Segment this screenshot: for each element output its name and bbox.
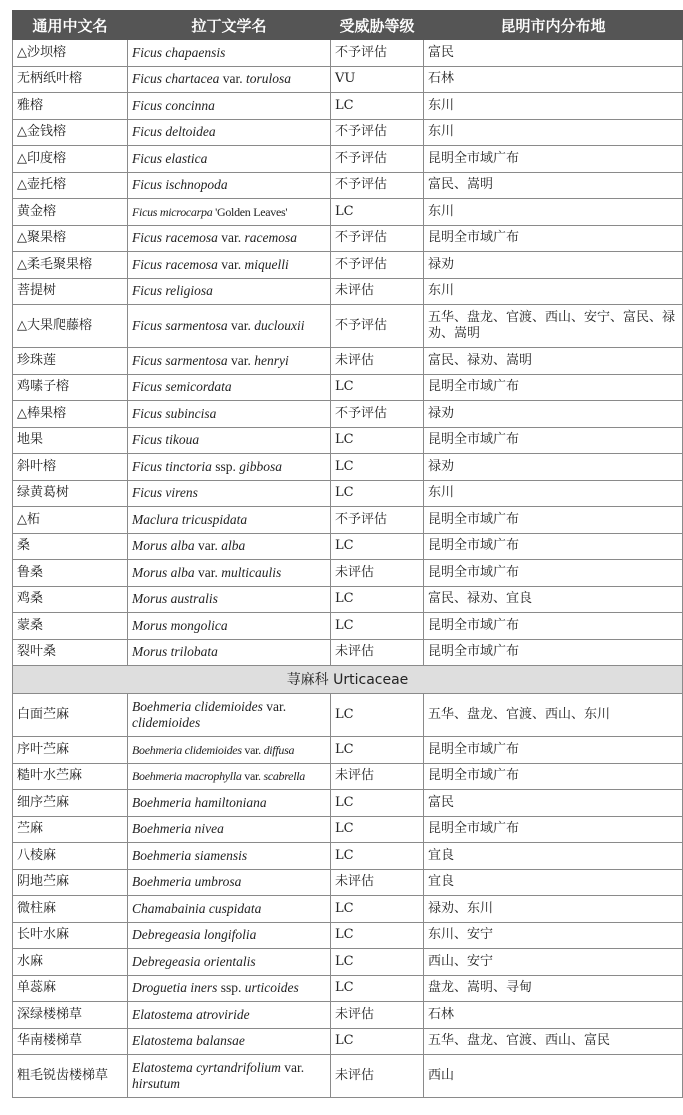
latin-plain-segment: var. [217,256,245,272]
latin-italic-segment: Elatostema atroviride [132,1006,250,1022]
family-label: 荨麻科 Urticaceae [13,666,683,694]
table-row [13,896,683,923]
cell-distribution: 五华、盘龙、官渡、西山、东川 [424,694,683,737]
species-table [12,10,683,1098]
cell-distribution: 西山 [424,1055,683,1098]
latin-italic-segment: Ficus ischnopoda [132,177,228,193]
latin-italic-segment: henryi [254,352,289,368]
cell-common-name: 糙叶水苎麻 [13,763,128,790]
cell-distribution: 昆明全市域广布 [424,225,683,252]
cell-latin-name [128,401,331,428]
cell-common-name: 裂叶桑 [13,639,128,666]
cell-distribution: 富民、嵩明 [424,172,683,199]
cell-threat-level: LC [331,843,424,870]
latin-italic-segment: Ficus sarmentosa [132,318,228,333]
cell-distribution: 石林 [424,1002,683,1029]
family-section [13,666,683,694]
latin-plain-segment: 'Golden Leaves' [212,204,288,219]
cell-common-name: 地果 [13,427,128,454]
latin-italic-segment: Ficus racemosa [132,256,218,272]
table-row [13,401,683,428]
cell-distribution: 昆明全市域广布 [424,816,683,843]
latin-italic-segment: torulosa [245,71,291,87]
latin-plain-segment: var. [227,352,255,368]
table-row [13,172,683,199]
cell-common-name: △印度榕 [13,146,128,173]
table-row [13,949,683,976]
table-row [13,454,683,481]
latin-italic-segment: Morus alba [132,564,195,580]
cell-latin-name [128,1028,331,1055]
latin-italic-segment: Morus trilobata [132,644,218,660]
cell-latin-name [128,225,331,252]
cell-common-name: 斜叶榕 [13,454,128,481]
cell-distribution: 富民 [424,40,683,67]
cell-common-name: 水麻 [13,949,128,976]
cell-threat-level: 未评估 [331,1002,424,1029]
cell-threat-level: VU [331,66,424,93]
cell-common-name: 白面苎麻 [13,694,128,737]
cell-common-name: △壶托榕 [13,172,128,199]
cell-common-name: 绿黄葛树 [13,480,128,507]
cell-distribution: 东川 [424,199,683,226]
latin-italic-segment: Ficus subincisa [132,405,217,421]
latin-italic-segment: Morus australis [132,591,218,607]
cell-common-name: 华南楼梯草 [13,1028,128,1055]
cell-threat-level: LC [331,199,424,226]
cell-distribution: 东川 [424,93,683,120]
cell-threat-level: LC [331,93,424,120]
latin-italic-segment: Boehmeria umbrosa [132,874,242,890]
latin-italic-segment: Ficus elastica [132,150,208,166]
latin-italic-segment: scabrella [263,769,305,784]
table-row [13,639,683,666]
cell-common-name: △金钱榕 [13,119,128,146]
cell-threat-level: LC [331,816,424,843]
cell-distribution: 富民 [424,790,683,817]
cell-common-name: 无柄纸叶榕 [13,66,128,93]
cell-latin-name [128,278,331,305]
cell-common-name: 单蕊麻 [13,975,128,1002]
table-row [13,1055,683,1098]
cell-latin-name [128,949,331,976]
cell-distribution: 五华、盘龙、官渡、西山、安宁、富民、禄劝、嵩明 [424,305,683,348]
table-row [13,427,683,454]
table-row [13,869,683,896]
cell-latin-name [128,454,331,481]
cell-latin-name [128,869,331,896]
table-row [13,922,683,949]
cell-latin-name [128,843,331,870]
table-row [13,374,683,401]
latin-plain-segment: ssp. [211,458,240,474]
cell-common-name: 鲁桑 [13,560,128,587]
latin-italic-segment: Elatostema balansae [132,1033,245,1049]
cell-distribution: 富民、禄劝、嵩明 [424,348,683,375]
cell-threat-level: 不予评估 [331,401,424,428]
table-row [13,843,683,870]
cell-threat-level: 未评估 [331,348,424,375]
latin-plain-segment: var. [262,699,287,714]
cell-threat-level: LC [331,586,424,613]
cell-common-name: 长叶水麻 [13,922,128,949]
cell-common-name: △柘 [13,507,128,534]
latin-italic-segment: alba [221,538,246,554]
latin-italic-segment: miquelli [244,256,289,272]
latin-italic-segment: Ficus virens [132,485,198,501]
latin-italic-segment: diffusa [263,742,295,757]
cell-distribution: 盘龙、嵩明、寻甸 [424,975,683,1002]
table-row [13,93,683,120]
cell-latin-name [128,816,331,843]
latin-italic-segment: Ficus sarmentosa [132,352,228,368]
family-row [13,666,683,694]
latin-italic-segment: Ficus concinna [132,97,215,113]
table-row [13,737,683,764]
latin-italic-segment: Boehmeria macrophylla [132,769,242,784]
cell-latin-name [128,1002,331,1029]
latin-plain-segment: var. [194,538,222,554]
cell-threat-level: 不予评估 [331,146,424,173]
cell-latin-name [128,40,331,67]
cell-common-name: 序叶苎麻 [13,737,128,764]
latin-italic-segment: Boehmeria hamiltoniana [132,794,267,810]
table-row [13,560,683,587]
cell-distribution: 昆明全市域广布 [424,427,683,454]
cell-common-name: 八棱麻 [13,843,128,870]
cell-threat-level: 未评估 [331,869,424,896]
header-distribution: 昆明市内分布地 [424,11,683,40]
latin-plain-segment: var. [280,1060,305,1075]
latin-italic-segment: Boehmeria nivea [132,821,224,837]
cell-latin-name [128,305,331,348]
cell-distribution: 石林 [424,66,683,93]
cell-latin-name [128,1055,331,1098]
header-threat-level: 受威胁等级 [331,11,424,40]
header-latin-name: 拉丁文学名 [128,11,331,40]
latin-italic-segment: Boehmeria siamensis [132,847,248,863]
table-row [13,816,683,843]
cell-distribution: 东川、安宁 [424,922,683,949]
latin-italic-segment: multicaulis [221,564,282,580]
cell-latin-name [128,790,331,817]
cell-distribution: 昆明全市域广布 [424,374,683,401]
cell-threat-level: 不予评估 [331,119,424,146]
table-row [13,480,683,507]
table-header [13,11,683,40]
cell-threat-level: LC [331,533,424,560]
cell-latin-name [128,507,331,534]
table-row [13,199,683,226]
table-row [13,1028,683,1055]
table-row [13,252,683,279]
cell-common-name: 深绿楼梯草 [13,1002,128,1029]
cell-common-name: 微柱麻 [13,896,128,923]
cell-distribution: 禄劝、东川 [424,896,683,923]
cell-threat-level: 不予评估 [331,252,424,279]
latin-italic-segment: Ficus semicordata [132,379,232,395]
latin-italic-segment: hirsutum [132,1076,181,1091]
cell-threat-level: 未评估 [331,1055,424,1098]
cell-threat-level: LC [331,922,424,949]
cell-common-name: 鸡桑 [13,586,128,613]
table-row [13,146,683,173]
table-row [13,790,683,817]
latin-italic-segment: Ficus racemosa [132,230,218,246]
cell-threat-level: 不予评估 [331,40,424,67]
latin-italic-segment: Morus alba [132,538,195,554]
cell-latin-name [128,146,331,173]
cell-latin-name [128,613,331,640]
latin-italic-segment: Boehmeria clidemioides [132,742,242,757]
table-row [13,40,683,67]
table-row [13,694,683,737]
cell-threat-level: 不予评估 [331,172,424,199]
cell-threat-level: LC [331,1028,424,1055]
cell-threat-level: 未评估 [331,763,424,790]
cell-distribution: 五华、盘龙、官渡、西山、富民 [424,1028,683,1055]
cell-latin-name [128,348,331,375]
cell-latin-name [128,93,331,120]
cell-common-name: 黄金榕 [13,199,128,226]
latin-italic-segment: Ficus chapaensis [132,44,226,60]
table-row [13,533,683,560]
cell-threat-level: LC [331,896,424,923]
cell-threat-level: LC [331,480,424,507]
latin-italic-segment: Ficus religiosa [132,283,213,299]
latin-plain-segment: var. [217,230,245,246]
latin-italic-segment: Ficus chartacea [132,71,220,87]
table-row [13,586,683,613]
cell-latin-name [128,763,331,790]
cell-distribution: 宜良 [424,843,683,870]
cell-threat-level: LC [331,613,424,640]
cell-threat-level: LC [331,949,424,976]
cell-latin-name [128,427,331,454]
cell-latin-name [128,374,331,401]
cell-common-name: △大果爬藤榕 [13,305,128,348]
header-row [13,11,683,40]
cell-common-name: △沙坝榕 [13,40,128,67]
table-body-urticaceae [13,694,683,1098]
latin-italic-segment: Morus mongolica [132,617,228,633]
latin-italic-segment: Debregeasia longifolia [132,927,257,943]
latin-italic-segment: Debregeasia orientalis [132,953,256,969]
cell-distribution: 昆明全市域广布 [424,613,683,640]
cell-threat-level: LC [331,790,424,817]
cell-common-name: 桑 [13,533,128,560]
latin-plain-segment: var. [227,318,255,333]
cell-common-name: △棒果榕 [13,401,128,428]
cell-threat-level: LC [331,454,424,481]
cell-distribution: 东川 [424,480,683,507]
cell-latin-name [128,533,331,560]
latin-italic-segment: gibbosa [239,458,283,474]
table-row [13,613,683,640]
cell-distribution: 禄劝 [424,401,683,428]
table-row [13,763,683,790]
cell-distribution: 昆明全市域广布 [424,533,683,560]
latin-italic-segment: Elatostema cyrtandrifolium [132,1060,281,1075]
cell-common-name: 菩提树 [13,278,128,305]
latin-italic-segment: Ficus deltoidea [132,124,216,140]
table-row [13,348,683,375]
cell-threat-level: 未评估 [331,560,424,587]
table-row [13,507,683,534]
latin-plain-segment: ssp. [217,980,245,996]
latin-plain-segment: var. [194,564,222,580]
cell-latin-name [128,66,331,93]
cell-common-name: 阴地苎麻 [13,869,128,896]
cell-latin-name [128,896,331,923]
cell-latin-name [128,586,331,613]
latin-italic-segment: Ficus microcarpa [132,204,213,219]
cell-latin-name [128,560,331,587]
cell-latin-name [128,252,331,279]
cell-common-name: 细序苎麻 [13,790,128,817]
header-common-name: 通用中文名 [13,11,128,40]
latin-italic-segment: Boehmeria clidemioides [132,699,263,714]
cell-common-name: 苎麻 [13,816,128,843]
latin-italic-segment: racemosa [244,230,297,246]
species-table-container [12,10,682,1098]
cell-latin-name [128,199,331,226]
cell-distribution: 东川 [424,119,683,146]
cell-common-name: 蒙桑 [13,613,128,640]
cell-distribution: 西山、安宁 [424,949,683,976]
cell-common-name: 鸡嗉子榕 [13,374,128,401]
table-row [13,66,683,93]
cell-distribution: 禄劝 [424,454,683,481]
cell-threat-level: 不予评估 [331,305,424,348]
latin-italic-segment: duclouxii [254,318,305,333]
cell-common-name: 珍珠莲 [13,348,128,375]
cell-distribution: 昆明全市域广布 [424,639,683,666]
cell-common-name: 雅榕 [13,93,128,120]
cell-distribution: 昆明全市域广布 [424,737,683,764]
latin-italic-segment: clidemioides [132,715,201,730]
cell-distribution: 宜良 [424,869,683,896]
latin-italic-segment: Ficus tikoua [132,432,200,448]
table-row [13,305,683,348]
cell-latin-name [128,119,331,146]
cell-latin-name [128,694,331,737]
cell-latin-name [128,639,331,666]
latin-plain-segment: var. [241,742,264,757]
cell-latin-name [128,922,331,949]
cell-threat-level: LC [331,374,424,401]
cell-latin-name [128,975,331,1002]
cell-distribution: 昆明全市域广布 [424,507,683,534]
latin-italic-segment: Ficus tinctoria [132,458,212,474]
cell-common-name: 粗毛锐齿楼梯草 [13,1055,128,1098]
latin-plain-segment: var. [241,769,264,784]
table-body-moraceae [13,40,683,666]
latin-italic-segment: Droguetia iners [132,980,218,996]
cell-threat-level: 不予评估 [331,507,424,534]
cell-latin-name [128,480,331,507]
latin-italic-segment: Chamabainia cuspidata [132,900,262,916]
cell-threat-level: LC [331,427,424,454]
cell-distribution: 禄劝 [424,252,683,279]
cell-distribution: 东川 [424,278,683,305]
cell-threat-level: LC [331,975,424,1002]
cell-latin-name [128,172,331,199]
cell-threat-level: 未评估 [331,278,424,305]
latin-plain-segment: var. [219,71,246,87]
cell-threat-level: LC [331,694,424,737]
table-row [13,278,683,305]
latin-italic-segment: Maclura tricuspidata [132,511,248,527]
cell-threat-level: 未评估 [331,639,424,666]
cell-common-name: △柔毛聚果榕 [13,252,128,279]
cell-distribution: 昆明全市域广布 [424,763,683,790]
cell-common-name: △聚果榕 [13,225,128,252]
cell-distribution: 富民、禄劝、宜良 [424,586,683,613]
cell-threat-level: 不予评估 [331,225,424,252]
table-row [13,119,683,146]
cell-distribution: 昆明全市域广布 [424,146,683,173]
cell-distribution: 昆明全市域广布 [424,560,683,587]
table-row [13,225,683,252]
table-row [13,1002,683,1029]
latin-italic-segment: urticoides [244,980,299,996]
cell-latin-name [128,737,331,764]
cell-threat-level: LC [331,737,424,764]
table-row [13,975,683,1002]
